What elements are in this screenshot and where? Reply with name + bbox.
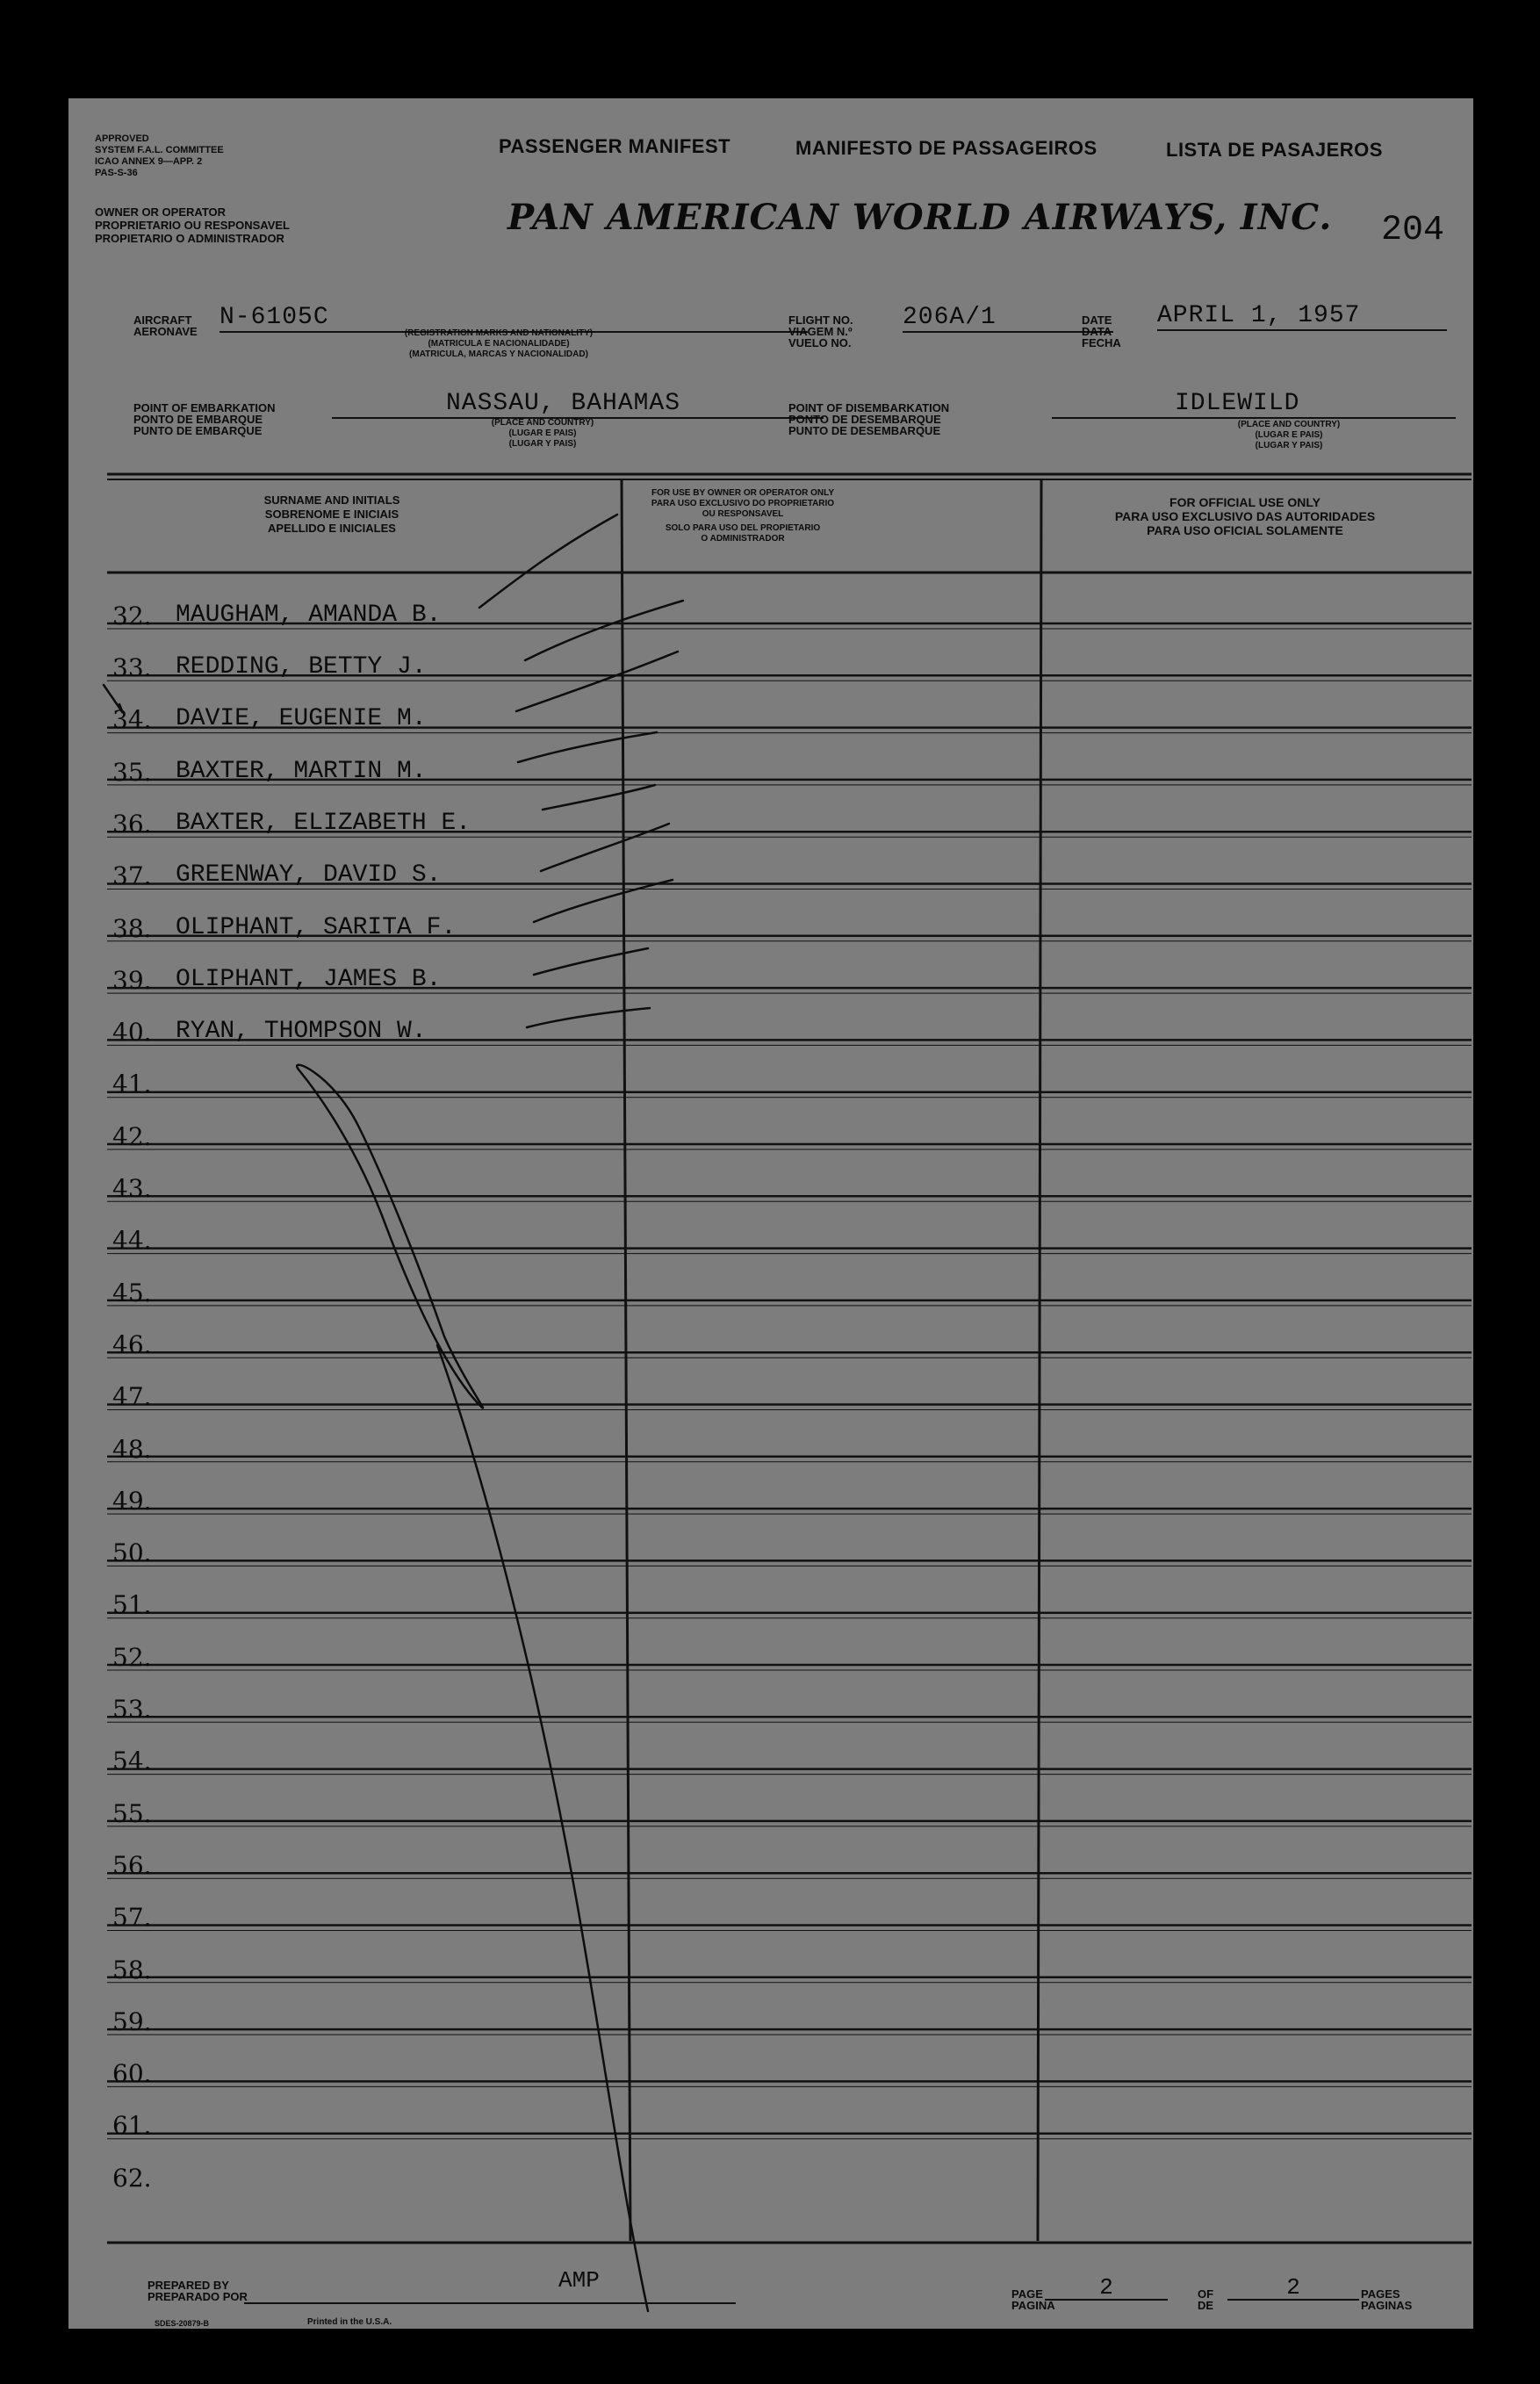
disembarkation-label-es: PUNTO DE DESEMBARQUE — [788, 424, 941, 437]
row-number: 34. — [112, 705, 152, 735]
row-number: 41. — [112, 1070, 152, 1099]
prepared-label — [148, 2280, 248, 2302]
owner-use-header-line: SOLO PARA USO DEL PROPIETARIO — [665, 523, 821, 533]
flight-label-es: VUELO NO. — [788, 336, 852, 349]
name-header-es: APELLIDO E INICIALES — [268, 522, 396, 535]
page-label-es: PAGINA — [1011, 2299, 1055, 2312]
passenger-name: OLIPHANT, SARITA F. — [176, 913, 457, 941]
passenger-name: BAXTER, MARTIN M. — [176, 757, 427, 785]
passenger-name: OLIPHANT, JAMES B. — [176, 965, 442, 993]
owner-use-header-line: OU RESPONSAVEL — [702, 509, 784, 519]
row-number: 49. — [112, 1486, 152, 1516]
passenger-name: DAVIE, EUGENIE M. — [176, 705, 427, 733]
embarkation-label-en: POINT OF EMBARKATION — [133, 401, 276, 414]
row-number: 43. — [112, 1174, 152, 1203]
aircraft-sublabel-pt: (MATRICULA E NACIONALIDADE) — [428, 339, 570, 349]
manifest-page — [68, 98, 1473, 2329]
page-label-en: PAGE — [1011, 2287, 1043, 2301]
prepared-label-en: PREPARED BY — [148, 2279, 229, 2292]
row-number: 32. — [112, 601, 152, 630]
manifest-title-pt: MANIFESTO DE PASSAGEIROS — [795, 137, 1097, 159]
passenger-name: MAUGHAM, AMANDA B. — [176, 601, 442, 629]
row-number: 42. — [112, 1121, 152, 1151]
prepared-value: AMP — [558, 2267, 600, 2294]
aircraft-value: N-6105C — [219, 304, 808, 333]
row-number: 33. — [112, 653, 152, 682]
disembarkation-sublabel-en: (PLACE AND COUNTRY) — [1237, 420, 1341, 429]
official-header-es: PARA USO OFICIAL SOLAMENTE — [1147, 523, 1343, 537]
of-label — [1198, 2288, 1213, 2311]
owner-use-header-line: PARA USO EXCLUSIVO DO PROPRIETARIO — [651, 499, 835, 508]
row-number: 61. — [112, 2111, 152, 2141]
row-number: 57. — [112, 1903, 152, 1933]
of-label-es: DE — [1198, 2299, 1214, 2312]
disembarkation-sublabel-pt: (LUGAR E PAIS) — [1255, 430, 1323, 440]
row-number: 36. — [112, 809, 152, 839]
manifest-title-en: PASSENGER MANIFEST — [499, 135, 731, 157]
of-label-en: OF — [1198, 2287, 1214, 2301]
date-value: APRIL 1, 1957 — [1157, 302, 1447, 331]
date-label-pt: DATA — [1082, 325, 1112, 338]
row-number: 55. — [112, 1798, 152, 1828]
row-number: 53. — [112, 1695, 152, 1724]
passenger-name: BAXTER, ELIZABETH E. — [176, 809, 471, 837]
passenger-name: GREENWAY, DAVID S. — [176, 861, 442, 889]
pages-label — [1361, 2288, 1412, 2311]
row-number: 51. — [112, 1590, 152, 1620]
embarkation-label-pt: PONTO DE EMBARQUE — [133, 413, 263, 426]
aircraft-label-pt: AERONAVE — [133, 325, 198, 338]
aircraft-sublabel-en: (REGISTRATION MARKS AND NATIONALITY) — [404, 328, 594, 338]
row-number: 40. — [112, 1018, 152, 1048]
row-number: 37. — [112, 861, 152, 891]
row-number: 46. — [112, 1329, 152, 1359]
sheet-number: 204 — [1381, 211, 1445, 250]
owner-label-es: PROPIETARIO O ADMINISTRADOR — [95, 232, 284, 245]
printed-note: Printed in the U.S.A. — [307, 2317, 392, 2327]
owner-label-en: OWNER OR OPERATOR — [95, 205, 227, 219]
flight-label-en: FLIGHT NO. — [788, 313, 853, 327]
aircraft-sublabel-es: (MATRICULA, MARCAS Y NACIONALIDAD) — [409, 349, 588, 359]
row-number: 58. — [112, 1955, 152, 1984]
manifest-grid — [68, 98, 1473, 2329]
pages-label-en: PAGES — [1361, 2287, 1400, 2301]
total-pages-value: 2 — [1227, 2274, 1359, 2301]
flight-value: 206A/1 — [903, 304, 1113, 333]
flight-label-pt: VIAGEM N.º — [788, 325, 853, 338]
row-number: 62. — [112, 2163, 152, 2193]
company-name: PAN AMERICAN WORLD AIRWAYS, INC. — [507, 197, 1333, 238]
embarkation-sublabel-es: (LUGAR Y PAIS) — [508, 439, 577, 449]
page-value: 2 — [1045, 2274, 1168, 2301]
row-number: 59. — [112, 2006, 152, 2036]
disembarkation-label-en: POINT OF DISEMBARKATION — [788, 401, 950, 414]
date-label-es: FECHA — [1082, 336, 1121, 349]
pages-label-es: PAGINAS — [1361, 2299, 1413, 2312]
form-number: SDES-20879-B — [155, 2319, 210, 2328]
passenger-name: RYAN, THOMPSON W. — [176, 1018, 427, 1046]
official-header-pt: PARA USO EXCLUSIVO DAS AUTORIDADES — [1114, 509, 1376, 523]
row-number: 39. — [112, 965, 152, 995]
disembarkation-value: IDLEWILD — [1052, 390, 1456, 419]
embarkation-sublabel-pt: (LUGAR E PAIS) — [508, 429, 577, 438]
row-number: 56. — [112, 1850, 152, 1880]
disembarkation-label-pt: PONTO DE DESEMBARQUE — [788, 413, 941, 426]
row-number: 50. — [112, 1538, 152, 1568]
prepared-line — [244, 2280, 736, 2304]
row-number: 60. — [112, 2059, 152, 2089]
disembarkation-sublabel-es: (LUGAR Y PAIS) — [1255, 441, 1323, 450]
date-label-en: DATE — [1082, 313, 1112, 327]
row-number: 54. — [112, 1747, 152, 1776]
owner-use-header-line: FOR USE BY OWNER OR OPERATOR ONLY — [651, 488, 834, 498]
cancellation-stroke — [297, 1065, 648, 2311]
row-number: 35. — [112, 757, 152, 787]
approval-line: PAS-S-36 — [95, 168, 138, 178]
row-number: 52. — [112, 1642, 152, 1672]
passenger-name: REDDING, BETTY J. — [176, 653, 427, 681]
embarkation-label-es: PUNTO DE EMBARQUE — [133, 424, 263, 437]
row-number: 48. — [112, 1434, 152, 1464]
official-header-en: FOR OFFICIAL USE ONLY — [1169, 495, 1321, 509]
aircraft-label-en: AIRCRAFT — [133, 313, 192, 327]
manifest-title-es: LISTA DE PASAJEROS — [1166, 139, 1383, 161]
row-number: 38. — [112, 913, 152, 943]
check-stroke — [543, 785, 655, 810]
prepared-label-es: PREPARADO POR — [148, 2290, 248, 2303]
embarkation-value: NASSAU, BAHAMAS — [332, 390, 824, 419]
name-header-en: SURNAME AND INITIALS — [263, 493, 400, 507]
name-header-pt: SOBRENOME E INICIAIS — [264, 508, 399, 521]
owner-use-header-line: O ADMINISTRADOR — [701, 534, 785, 544]
approval-line: ICAO ANNEX 9—APP. 2 — [95, 156, 203, 167]
row-number: 47. — [112, 1382, 152, 1412]
approval-line: SYSTEM F.A.L. COMMITTEE — [95, 145, 224, 155]
check-stroke — [479, 515, 617, 608]
row-number: 44. — [112, 1226, 152, 1256]
owner-label-pt: PROPRIETARIO OU RESPONSAVEL — [95, 219, 290, 232]
approval-line: APPROVED — [95, 133, 149, 144]
embarkation-sublabel-en: (PLACE AND COUNTRY) — [491, 418, 594, 428]
row-number: 45. — [112, 1278, 152, 1307]
